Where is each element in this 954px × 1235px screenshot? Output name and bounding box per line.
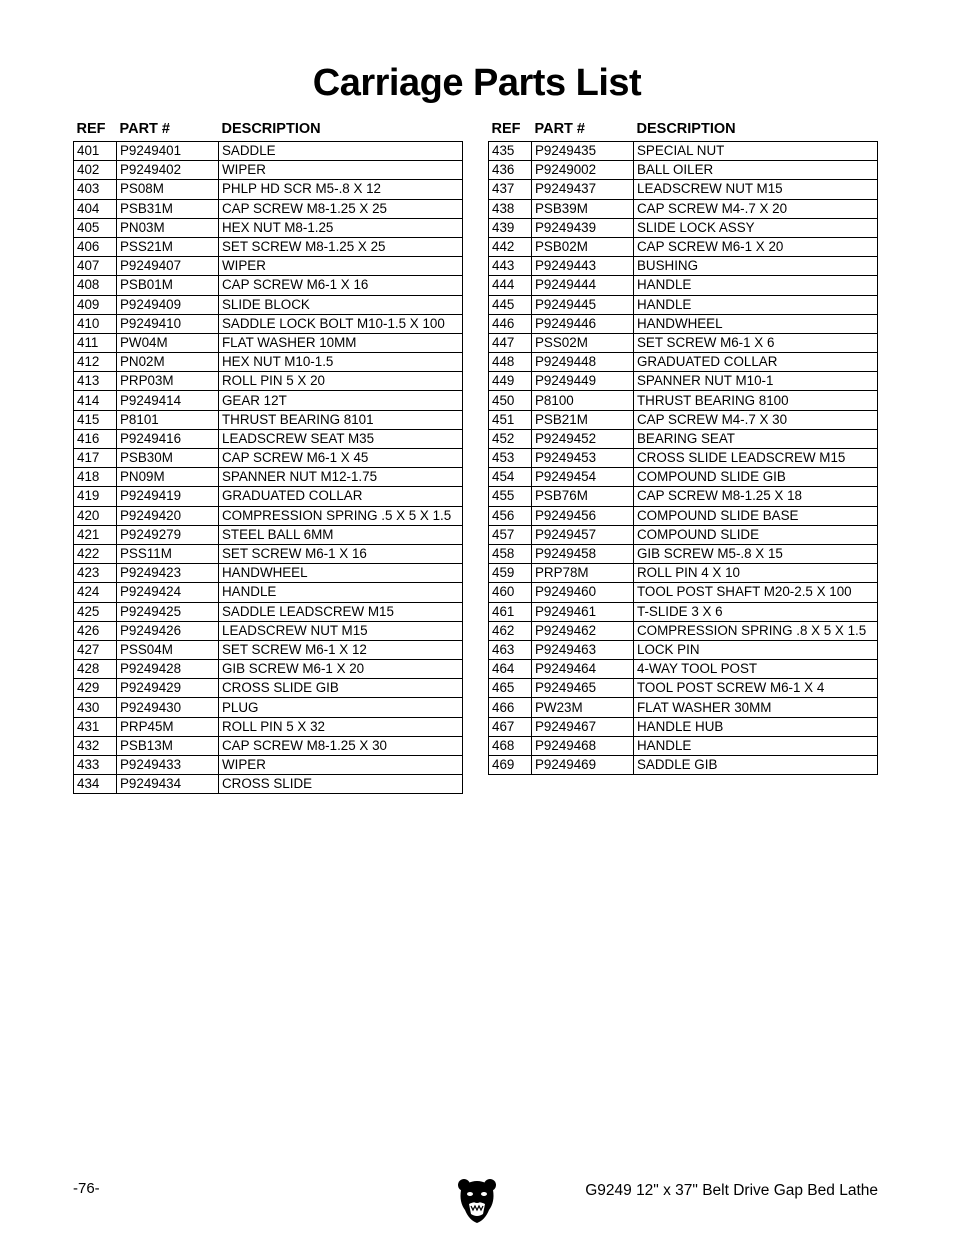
description-cell: CAP SCREW M8-1.25 X 30 — [219, 736, 463, 755]
table-row — [74, 468, 463, 487]
description-cell: PHLP HD SCR M5-.8 X 12 — [219, 180, 463, 199]
ref-cell: 413 — [74, 372, 117, 391]
table-row — [74, 391, 463, 410]
ref-cell: 411 — [74, 333, 117, 352]
table-row — [489, 698, 878, 717]
ref-cell: 458 — [489, 544, 532, 563]
part-number-cell: PSS11M — [117, 544, 219, 563]
part-number-cell: PRP03M — [117, 372, 219, 391]
ref-cell: 431 — [74, 717, 117, 736]
part-number-cell: P9249428 — [117, 660, 219, 679]
description-cell: HANDLE — [634, 736, 878, 755]
table-row — [489, 410, 878, 429]
part-number-cell: PSB31M — [117, 199, 219, 218]
ref-cell: 437 — [489, 180, 532, 199]
part-number-cell: P9249464 — [532, 660, 634, 679]
description-cell: LEADSCREW NUT M15 — [219, 621, 463, 640]
ref-cell: 455 — [489, 487, 532, 506]
ref-cell: 416 — [74, 429, 117, 448]
description-cell: COMPRESSION SPRING .5 X 5 X 1.5 — [219, 506, 463, 525]
description-cell: CAP SCREW M8-1.25 X 18 — [634, 487, 878, 506]
description-cell: SPANNER NUT M12-1.75 — [219, 468, 463, 487]
part-number-cell: P9249433 — [117, 756, 219, 775]
description-cell: HANDLE — [634, 295, 878, 314]
table-row — [489, 199, 878, 218]
ref-cell: 412 — [74, 353, 117, 372]
table-header-row — [489, 117, 878, 142]
table-row — [74, 736, 463, 755]
ref-cell: 433 — [74, 756, 117, 775]
description-cell: COMPRESSION SPRING .8 X 5 X 1.5 — [634, 621, 878, 640]
grizzly-bear-logo-icon — [457, 1176, 497, 1224]
table-row — [489, 295, 878, 314]
description-cell: TOOL POST SHAFT M20-2.5 X 100 — [634, 583, 878, 602]
description-cell: COMPOUND SLIDE GIB — [634, 468, 878, 487]
part-number-cell: PSB39M — [532, 199, 634, 218]
part-number-cell: PW04M — [117, 333, 219, 352]
part-number-cell: PSB30M — [117, 449, 219, 468]
part-number-cell: PSS02M — [532, 333, 634, 352]
table-row — [489, 429, 878, 448]
ref-cell: 444 — [489, 276, 532, 295]
table-row — [489, 372, 878, 391]
column-header-part: PART # — [119, 121, 170, 137]
description-cell: BALL OILER — [634, 161, 878, 180]
ref-cell: 426 — [74, 621, 117, 640]
table-row — [74, 640, 463, 659]
description-cell: HANDWHEEL — [219, 564, 463, 583]
description-cell: STEEL BALL 6MM — [219, 525, 463, 544]
ref-cell: 418 — [74, 468, 117, 487]
part-number-cell: P9249468 — [532, 736, 634, 755]
part-number-cell: P9249401 — [117, 142, 219, 161]
description-cell: WIPER — [219, 161, 463, 180]
table-row — [489, 142, 878, 161]
ref-cell: 415 — [74, 410, 117, 429]
table-row — [74, 276, 463, 295]
table-row — [489, 525, 878, 544]
part-number-cell: P9249453 — [532, 449, 634, 468]
description-cell: CAP SCREW M6-1 X 45 — [219, 449, 463, 468]
part-number-cell: P9249448 — [532, 353, 634, 372]
ref-cell: 414 — [74, 391, 117, 410]
table-row — [74, 679, 463, 698]
table-row — [489, 161, 878, 180]
ref-cell: 465 — [489, 679, 532, 698]
parts-table-left-body — [74, 142, 463, 794]
description-cell: GEAR 12T — [219, 391, 463, 410]
part-number-cell: P9249458 — [532, 544, 634, 563]
part-number-cell: PN03M — [117, 218, 219, 237]
description-cell: CROSS SLIDE GIB — [219, 679, 463, 698]
ref-cell: 459 — [489, 564, 532, 583]
part-number-cell: P8101 — [117, 410, 219, 429]
description-cell: HANDLE — [634, 276, 878, 295]
ref-cell: 401 — [74, 142, 117, 161]
ref-cell: 402 — [74, 161, 117, 180]
description-cell: 4-WAY TOOL POST — [634, 660, 878, 679]
ref-cell: 435 — [489, 142, 532, 161]
description-cell: SPECIAL NUT — [634, 142, 878, 161]
table-row — [74, 257, 463, 276]
table-row — [74, 161, 463, 180]
description-cell: HANDLE HUB — [634, 717, 878, 736]
page-number: -76- — [73, 1180, 100, 1197]
description-cell: BEARING SEAT — [634, 429, 878, 448]
part-number-cell: P9249435 — [532, 142, 634, 161]
part-number-cell: P9249426 — [117, 621, 219, 640]
description-cell: LEADSCREW NUT M15 — [634, 180, 878, 199]
description-cell: FLAT WASHER 10MM — [219, 333, 463, 352]
description-cell: SADDLE LOCK BOLT M10-1.5 X 100 — [219, 314, 463, 333]
description-cell: GRADUATED COLLAR — [219, 487, 463, 506]
ref-cell: 456 — [489, 506, 532, 525]
table-row — [489, 468, 878, 487]
table-row — [489, 391, 878, 410]
description-cell: SADDLE GIB — [634, 756, 878, 775]
description-cell: ROLL PIN 4 X 10 — [634, 564, 878, 583]
model-description: G9249 12" x 37" Belt Drive Gap Bed Lathe — [585, 1182, 878, 1199]
part-number-cell: P9249434 — [117, 775, 219, 794]
table-row — [74, 449, 463, 468]
table-header-row — [74, 117, 463, 142]
part-number-cell: PRP45M — [117, 717, 219, 736]
description-cell: CROSS SLIDE — [219, 775, 463, 794]
description-cell: SADDLE LEADSCREW M15 — [219, 602, 463, 621]
description-cell: CAP SCREW M4-.7 X 30 — [634, 410, 878, 429]
part-number-cell: P9249463 — [532, 640, 634, 659]
table-row — [74, 564, 463, 583]
description-cell: LOCK PIN — [634, 640, 878, 659]
ref-cell: 451 — [489, 410, 532, 429]
table-row — [489, 602, 878, 621]
part-number-cell: P9249456 — [532, 506, 634, 525]
part-number-cell: P9249419 — [117, 487, 219, 506]
table-row — [74, 180, 463, 199]
ref-cell: 410 — [74, 314, 117, 333]
ref-cell: 457 — [489, 525, 532, 544]
ref-cell: 419 — [74, 487, 117, 506]
part-number-cell: P9249444 — [532, 276, 634, 295]
table-row — [74, 506, 463, 525]
ref-cell: 466 — [489, 698, 532, 717]
description-cell: CAP SCREW M6-1 X 16 — [219, 276, 463, 295]
part-number-cell: P9249416 — [117, 429, 219, 448]
table-row — [74, 218, 463, 237]
ref-cell: 428 — [74, 660, 117, 679]
ref-cell: 462 — [489, 621, 532, 640]
part-number-cell: P9249469 — [532, 756, 634, 775]
parts-table-right-body — [489, 142, 878, 775]
part-number-cell: P9249443 — [532, 257, 634, 276]
table-row — [489, 333, 878, 352]
table-row — [489, 679, 878, 698]
description-cell: SLIDE BLOCK — [219, 295, 463, 314]
table-row — [74, 583, 463, 602]
page-title: Carriage Parts List — [312, 62, 642, 104]
description-cell: WIPER — [219, 756, 463, 775]
table-row — [74, 621, 463, 640]
ref-cell: 436 — [489, 161, 532, 180]
description-cell: TOOL POST SCREW M6-1 X 4 — [634, 679, 878, 698]
ref-cell: 404 — [74, 199, 117, 218]
part-number-cell: P9249457 — [532, 525, 634, 544]
table-row — [74, 429, 463, 448]
description-cell: GIB SCREW M6-1 X 20 — [219, 660, 463, 679]
description-cell: GRADUATED COLLAR — [634, 353, 878, 372]
description-cell: FLAT WASHER 30MM — [634, 698, 878, 717]
table-row — [74, 237, 463, 256]
description-cell: SLIDE LOCK ASSY — [634, 218, 878, 237]
description-cell: BUSHING — [634, 257, 878, 276]
part-number-cell: P9249420 — [117, 506, 219, 525]
ref-cell: 450 — [489, 391, 532, 410]
table-row — [489, 257, 878, 276]
ref-cell: 425 — [74, 602, 117, 621]
part-number-cell: PS08M — [117, 180, 219, 199]
ref-cell: 449 — [489, 372, 532, 391]
part-number-cell: P9249460 — [532, 583, 634, 602]
part-number-cell: PSB02M — [532, 237, 634, 256]
ref-cell: 439 — [489, 218, 532, 237]
table-row — [489, 544, 878, 563]
description-cell: SADDLE — [219, 142, 463, 161]
description-cell: GIB SCREW M5-.8 X 15 — [634, 544, 878, 563]
table-row — [489, 353, 878, 372]
description-cell: COMPOUND SLIDE — [634, 525, 878, 544]
ref-cell: 447 — [489, 333, 532, 352]
table-row — [489, 218, 878, 237]
table-row — [74, 142, 463, 161]
table-row — [489, 756, 878, 775]
column-header-description: DESCRIPTION — [636, 121, 736, 137]
part-number-cell: P9249002 — [532, 161, 634, 180]
ref-cell: 438 — [489, 199, 532, 218]
ref-cell: 434 — [74, 775, 117, 794]
table-row — [74, 756, 463, 775]
description-cell: SET SCREW M6-1 X 6 — [634, 333, 878, 352]
table-row — [489, 564, 878, 583]
part-number-cell: P9249407 — [117, 257, 219, 276]
ref-cell: 467 — [489, 717, 532, 736]
ref-cell: 442 — [489, 237, 532, 256]
table-row — [74, 353, 463, 372]
part-number-cell: P9249424 — [117, 583, 219, 602]
table-row — [74, 372, 463, 391]
table-row — [489, 180, 878, 199]
description-cell: WIPER — [219, 257, 463, 276]
description-cell: SPANNER NUT M10-1 — [634, 372, 878, 391]
description-cell: ROLL PIN 5 X 32 — [219, 717, 463, 736]
table-row — [489, 736, 878, 755]
ref-cell: 469 — [489, 756, 532, 775]
ref-cell: 417 — [74, 449, 117, 468]
part-number-cell: P9249402 — [117, 161, 219, 180]
part-number-cell: PN02M — [117, 353, 219, 372]
table-row — [74, 487, 463, 506]
ref-cell: 445 — [489, 295, 532, 314]
table-row — [489, 717, 878, 736]
part-number-cell: PRP78M — [532, 564, 634, 583]
column-header-description: DESCRIPTION — [221, 121, 321, 137]
column-header-ref: REF — [491, 121, 521, 137]
part-number-cell: P9249430 — [117, 698, 219, 717]
ref-cell: 429 — [74, 679, 117, 698]
table-row — [74, 660, 463, 679]
ref-cell: 454 — [489, 468, 532, 487]
table-row — [489, 621, 878, 640]
ref-cell: 409 — [74, 295, 117, 314]
description-cell: ROLL PIN 5 X 20 — [219, 372, 463, 391]
ref-cell: 405 — [74, 218, 117, 237]
ref-cell: 448 — [489, 353, 532, 372]
column-header-ref: REF — [76, 121, 106, 137]
part-number-cell: PSS04M — [117, 640, 219, 659]
part-number-cell: PW23M — [532, 698, 634, 717]
part-number-cell: PN09M — [117, 468, 219, 487]
description-cell: HANDLE — [219, 583, 463, 602]
ref-cell: 427 — [74, 640, 117, 659]
part-number-cell: P9249461 — [532, 602, 634, 621]
table-row — [489, 640, 878, 659]
column-header-part: PART # — [534, 121, 585, 137]
description-cell: COMPOUND SLIDE BASE — [634, 506, 878, 525]
table-row — [489, 276, 878, 295]
part-number-cell: P9249449 — [532, 372, 634, 391]
part-number-cell: P9249410 — [117, 314, 219, 333]
part-number-cell: P9249437 — [532, 180, 634, 199]
table-row — [74, 314, 463, 333]
description-cell: SET SCREW M8-1.25 X 25 — [219, 237, 463, 256]
ref-cell: 446 — [489, 314, 532, 333]
part-number-cell: PSB76M — [532, 487, 634, 506]
table-row — [74, 717, 463, 736]
table-row — [489, 237, 878, 256]
ref-cell: 453 — [489, 449, 532, 468]
ref-cell: 460 — [489, 583, 532, 602]
ref-cell: 407 — [74, 257, 117, 276]
part-number-cell: P9249445 — [532, 295, 634, 314]
table-row — [489, 449, 878, 468]
description-cell: SET SCREW M6-1 X 16 — [219, 544, 463, 563]
table-row — [489, 583, 878, 602]
description-cell: PLUG — [219, 698, 463, 717]
table-row — [74, 199, 463, 218]
ref-cell: 468 — [489, 736, 532, 755]
description-cell: THRUST BEARING 8100 — [634, 391, 878, 410]
ref-cell: 421 — [74, 525, 117, 544]
table-row — [74, 295, 463, 314]
part-number-cell: PSS21M — [117, 237, 219, 256]
description-cell: T-SLIDE 3 X 6 — [634, 602, 878, 621]
ref-cell: 432 — [74, 736, 117, 755]
table-row — [489, 487, 878, 506]
part-number-cell: P9249429 — [117, 679, 219, 698]
description-cell: SET SCREW M6-1 X 12 — [219, 640, 463, 659]
part-number-cell: P9249409 — [117, 295, 219, 314]
part-number-cell: P9249414 — [117, 391, 219, 410]
parts-table-right — [488, 117, 878, 775]
part-number-cell: P9249467 — [532, 717, 634, 736]
ref-cell: 403 — [74, 180, 117, 199]
table-row — [489, 660, 878, 679]
table-row — [74, 410, 463, 429]
table-row — [74, 333, 463, 352]
parts-table-left — [73, 117, 463, 794]
description-cell: CAP SCREW M8-1.25 X 25 — [219, 199, 463, 218]
ref-cell: 461 — [489, 602, 532, 621]
ref-cell: 463 — [489, 640, 532, 659]
ref-cell: 430 — [74, 698, 117, 717]
part-number-cell: P9249279 — [117, 525, 219, 544]
ref-cell: 443 — [489, 257, 532, 276]
ref-cell: 452 — [489, 429, 532, 448]
ref-cell: 423 — [74, 564, 117, 583]
table-row — [489, 314, 878, 333]
part-number-cell: P9249465 — [532, 679, 634, 698]
ref-cell: 424 — [74, 583, 117, 602]
description-cell: HANDWHEEL — [634, 314, 878, 333]
description-cell: CROSS SLIDE LEADSCREW M15 — [634, 449, 878, 468]
table-row — [489, 506, 878, 525]
part-number-cell: PSB21M — [532, 410, 634, 429]
description-cell: CAP SCREW M6-1 X 20 — [634, 237, 878, 256]
description-cell: HEX NUT M10-1.5 — [219, 353, 463, 372]
ref-cell: 408 — [74, 276, 117, 295]
table-row — [74, 698, 463, 717]
description-cell: CAP SCREW M4-.7 X 20 — [634, 199, 878, 218]
table-row — [74, 544, 463, 563]
ref-cell: 406 — [74, 237, 117, 256]
table-row — [74, 775, 463, 794]
part-number-cell: P9249454 — [532, 468, 634, 487]
ref-cell: 422 — [74, 544, 117, 563]
ref-cell: 464 — [489, 660, 532, 679]
table-row — [74, 602, 463, 621]
description-cell: THRUST BEARING 8101 — [219, 410, 463, 429]
part-number-cell: P9249462 — [532, 621, 634, 640]
part-number-cell: P9249423 — [117, 564, 219, 583]
part-number-cell: PSB13M — [117, 736, 219, 755]
part-number-cell: P9249446 — [532, 314, 634, 333]
description-cell: LEADSCREW SEAT M35 — [219, 429, 463, 448]
description-cell: HEX NUT M8-1.25 — [219, 218, 463, 237]
part-number-cell: P8100 — [532, 391, 634, 410]
part-number-cell: P9249439 — [532, 218, 634, 237]
part-number-cell: P9249425 — [117, 602, 219, 621]
part-number-cell: P9249452 — [532, 429, 634, 448]
part-number-cell: PSB01M — [117, 276, 219, 295]
table-row — [74, 525, 463, 544]
ref-cell: 420 — [74, 506, 117, 525]
